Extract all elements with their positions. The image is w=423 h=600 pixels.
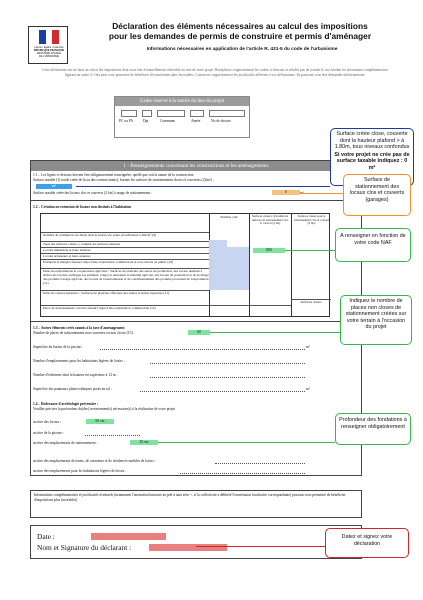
- shaded-cell: [209, 253, 249, 290]
- arrow-green: [210, 332, 340, 333]
- pool-depth-field[interactable]: [85, 435, 140, 436]
- signature-box: [30, 525, 362, 559]
- s13-title: 1.3 – Autres éléments créés soumis à la taxe d'aménagement: [33, 326, 125, 330]
- section-heading: 1 - Renseignements concernant les constructions et les aménagements: [31, 161, 361, 171]
- taxable-surface-field[interactable]: [36, 184, 72, 189]
- table-row: Dans les centres équestres : Surfaces de plancher affectées aux seules activités équestres (11): [41, 290, 209, 299]
- s14-parking: au titre des emplacements de stationnement :: [33, 441, 98, 445]
- s14-intro: Veuillez préciser la profondeur du(des) terrassement(s) nécessaire(s) à la réalisation de votre projet: [33, 407, 176, 411]
- callout-depth: Profondeur des fondations à renseigner obligatoirement: [335, 413, 411, 445]
- parking-surface-field[interactable]: [272, 190, 300, 195]
- logo-line: Liberté • Égalité • Fraternité: [34, 46, 64, 49]
- solar-unit: m²: [306, 387, 310, 391]
- reserved-label: Dpt: [143, 119, 149, 123]
- outdoor-parking-field[interactable]: [188, 330, 210, 335]
- col-header: Surfaces créées pour le stationnement clos et couvert (2 bis): [293, 214, 330, 226]
- arrow-orange: [300, 193, 343, 194]
- reserved-label: Année: [191, 119, 201, 123]
- industrial-surface-value: 800: [266, 248, 272, 252]
- table-row: Parcs de stationnement couverts faisant l'objet d'une exploitation commerciale (12): [41, 305, 291, 314]
- taxable-surface-unit: m²: [52, 184, 56, 188]
- col-header: Surfaces créées (1) hormis les surfaces de stationnement clos et couvert (2 bis): [251, 214, 289, 226]
- s11-line2: Surface taxable créée des locaux clos et couverts (2 bis) à usage de stationnement :: [33, 191, 153, 195]
- table-row: Dans les exploitations et coopératives agricoles : Surfaces de plancher des serres de production, des locaux destinés à abriter les récoltes, héberger les animaux, ranger et entretenir le matériel agricole, des locaux de production et de stockage des produits à usage agricole, des locaux de transformation et de conditionnement des produits provenant de l'exploitation (11): [41, 268, 209, 290]
- hll-field[interactable]: [150, 363, 305, 364]
- s14-caravans: au titre des emplacements de tentes, de caravanes et de résidences mobiles de loisirs :: [33, 459, 156, 463]
- s13-solar: Superficie des panneaux photovoltaïques posés au sol :: [33, 387, 113, 391]
- s12-title: 1.2 – Création ou extension de locaux non destinés à l'habitation: [33, 205, 132, 209]
- table-row: Total des surfaces créées, y compris les surfaces annexes: [41, 241, 209, 247]
- title-line-2: pour les demandes de permis de construire et permis d'aménager: [108, 31, 372, 41]
- callout-signature: Datez et signez votre déclaration: [325, 528, 409, 558]
- parking-depth-field[interactable]: [130, 440, 158, 445]
- building-depth-field[interactable]: [86, 419, 114, 424]
- callout-naf: A renseigner en fonction de votre code NAF: [335, 228, 411, 262]
- date-field[interactable]: [91, 533, 166, 540]
- col-divider: [249, 214, 250, 316]
- callout-text: Surface créée close, couverte dont la hauteur plafond > à 1.80m, tous niveaux confondus: [334, 131, 410, 151]
- s11-title: 1.1 – Les lignes ci-dessous doivent être obligatoirement renseignées, quelle que soit la nature de la construction: [33, 173, 194, 177]
- pool-field[interactable]: [100, 349, 305, 350]
- caravans-depth-field[interactable]: [215, 463, 305, 464]
- additional-info-text: Informations complémentaires et justificatifs éventuels (notamment l'attestation bancaire au prêt à taux zéro +, si la collectivité a délibéré l'exonération facultative correspondante) pouvant vous permettre de bénéficier d'impositions plus favorables): [34, 493, 346, 502]
- s13-pool: Superficie du bassin de la piscine :: [33, 345, 83, 349]
- parking-unit: m²: [300, 191, 304, 195]
- col-header: Nombre créé: [220, 215, 238, 219]
- callout-parking-surface: Surface de stationnement des locaux clos et couverts (garages): [343, 174, 411, 216]
- arrow-red: [196, 546, 325, 547]
- industrial-surface-field[interactable]: [253, 248, 285, 253]
- divider: [30, 200, 362, 201]
- pool-unit: m²: [306, 345, 310, 349]
- outdoor-parking-value: 60: [197, 330, 201, 334]
- reserved-title: Cadre réservé à la mairie du lieu du projet: [115, 97, 249, 106]
- table-row: Nombre de commerces de détail dont la surface de vente est inférieure à 400 m² (9): [41, 232, 209, 241]
- reserved-frame: [114, 96, 250, 138]
- s13-wind: Nombre d'éoliennes dont la hauteur est supérieure à 12 m :: [33, 373, 118, 377]
- signature-label: Nom et Signature du déclarant :: [37, 543, 132, 552]
- parking-header: Surfaces créées: [291, 299, 331, 305]
- year-field[interactable]: [190, 110, 204, 117]
- arrow-green: [285, 250, 335, 251]
- republic-logo: [28, 26, 68, 64]
- s14-title: 1.4 – Redevance d'archéologie préventive :: [33, 402, 99, 406]
- title-line-1: Déclaration des éléments nécessaires au calcul des impositions: [112, 21, 368, 31]
- divider: [30, 321, 362, 322]
- parking-depth-value: 30 cm: [139, 440, 149, 444]
- additional-info-box: [30, 490, 362, 518]
- table-row: Locaux artisanaux et leurs annexes: [41, 253, 209, 259]
- s13-tents: Nombre d'emplacements pour les habitations légères de loisirs :: [33, 359, 125, 363]
- dpt-field[interactable]: [142, 110, 152, 117]
- callout-note: Si votre projet ne crée pas de surface taxable indiquez : 0 m²: [334, 151, 410, 171]
- s14-hll: au titre des emplacements pour les habitations légères de loisirs :: [33, 469, 127, 473]
- flag-icon: [39, 30, 59, 44]
- table-row: Locaux industriels et leurs annexes: [41, 247, 209, 253]
- solar-field[interactable]: [140, 391, 305, 392]
- table-row: Entrepôts et hangars faisant l'objet d'une exploitation commerciale et non ouverts au public (10): [41, 259, 209, 268]
- reserved-label: No de dossier: [211, 119, 231, 123]
- s14-pool: au titre de la piscine :: [33, 431, 64, 435]
- date-label: Date :: [37, 532, 55, 541]
- reserved-label: Commune: [160, 119, 175, 123]
- non-residential-table: [40, 213, 330, 317]
- callout-places: Indiquez le nombre de places non closes de stationnement créées sur votre terrain à l'occasion du projet: [340, 295, 412, 345]
- s14-building: au titre des locaux :: [33, 420, 62, 424]
- logo-line: RÉPUBLIQUE FRANÇAISE: [33, 49, 65, 52]
- building-depth-value: 60 cm: [95, 419, 105, 423]
- intro-text: Cette déclaration sert de base au calcul des impositions dont vous êtes éventuellement redevable au titre de votre projet. Remplissez soigneusement les cadres ci-dessous et résidez pas de joindre le cas échéant les documents complémentaires figurant au cadre 4. Cela peut vous permettre de bénéficier d'exonérations plus favorables. Conservez soigneusement les justificatifs afférents à vos déclarations. Ils pourront vous être demandés ultérieurement.: [42, 68, 388, 77]
- logo-line: MINISTÈRE CHARGÉ: [37, 52, 61, 55]
- pc-field[interactable]: [121, 110, 137, 117]
- commune-field[interactable]: [157, 110, 185, 117]
- arrow-blue: [76, 186, 330, 187]
- file-number-field[interactable]: [209, 110, 245, 117]
- document-title: [75, 21, 405, 41]
- s13-line1: Nombre de places de stationnement non couvertes ou non closes (15) :: [33, 331, 135, 335]
- shaded-cell: [209, 240, 227, 247]
- reserved-label: PC ou PA: [119, 119, 134, 123]
- arrow-green: [158, 442, 335, 443]
- document-subtitle: Informations nécessaires en application de l'article R. 431-5 du code de l'urbanisme: [146, 47, 338, 52]
- wind-field[interactable]: [150, 377, 305, 378]
- logo-line: DE L'URBANISME: [39, 55, 59, 58]
- s11-line1: Surface taxable (1) totale créée de la ou des construction(s), hormis les surfaces de stationnement closes et couvertes (2)(m²) :: [33, 178, 214, 182]
- hll-depth-field[interactable]: [180, 473, 305, 474]
- parking-surface-value: 0: [285, 190, 287, 194]
